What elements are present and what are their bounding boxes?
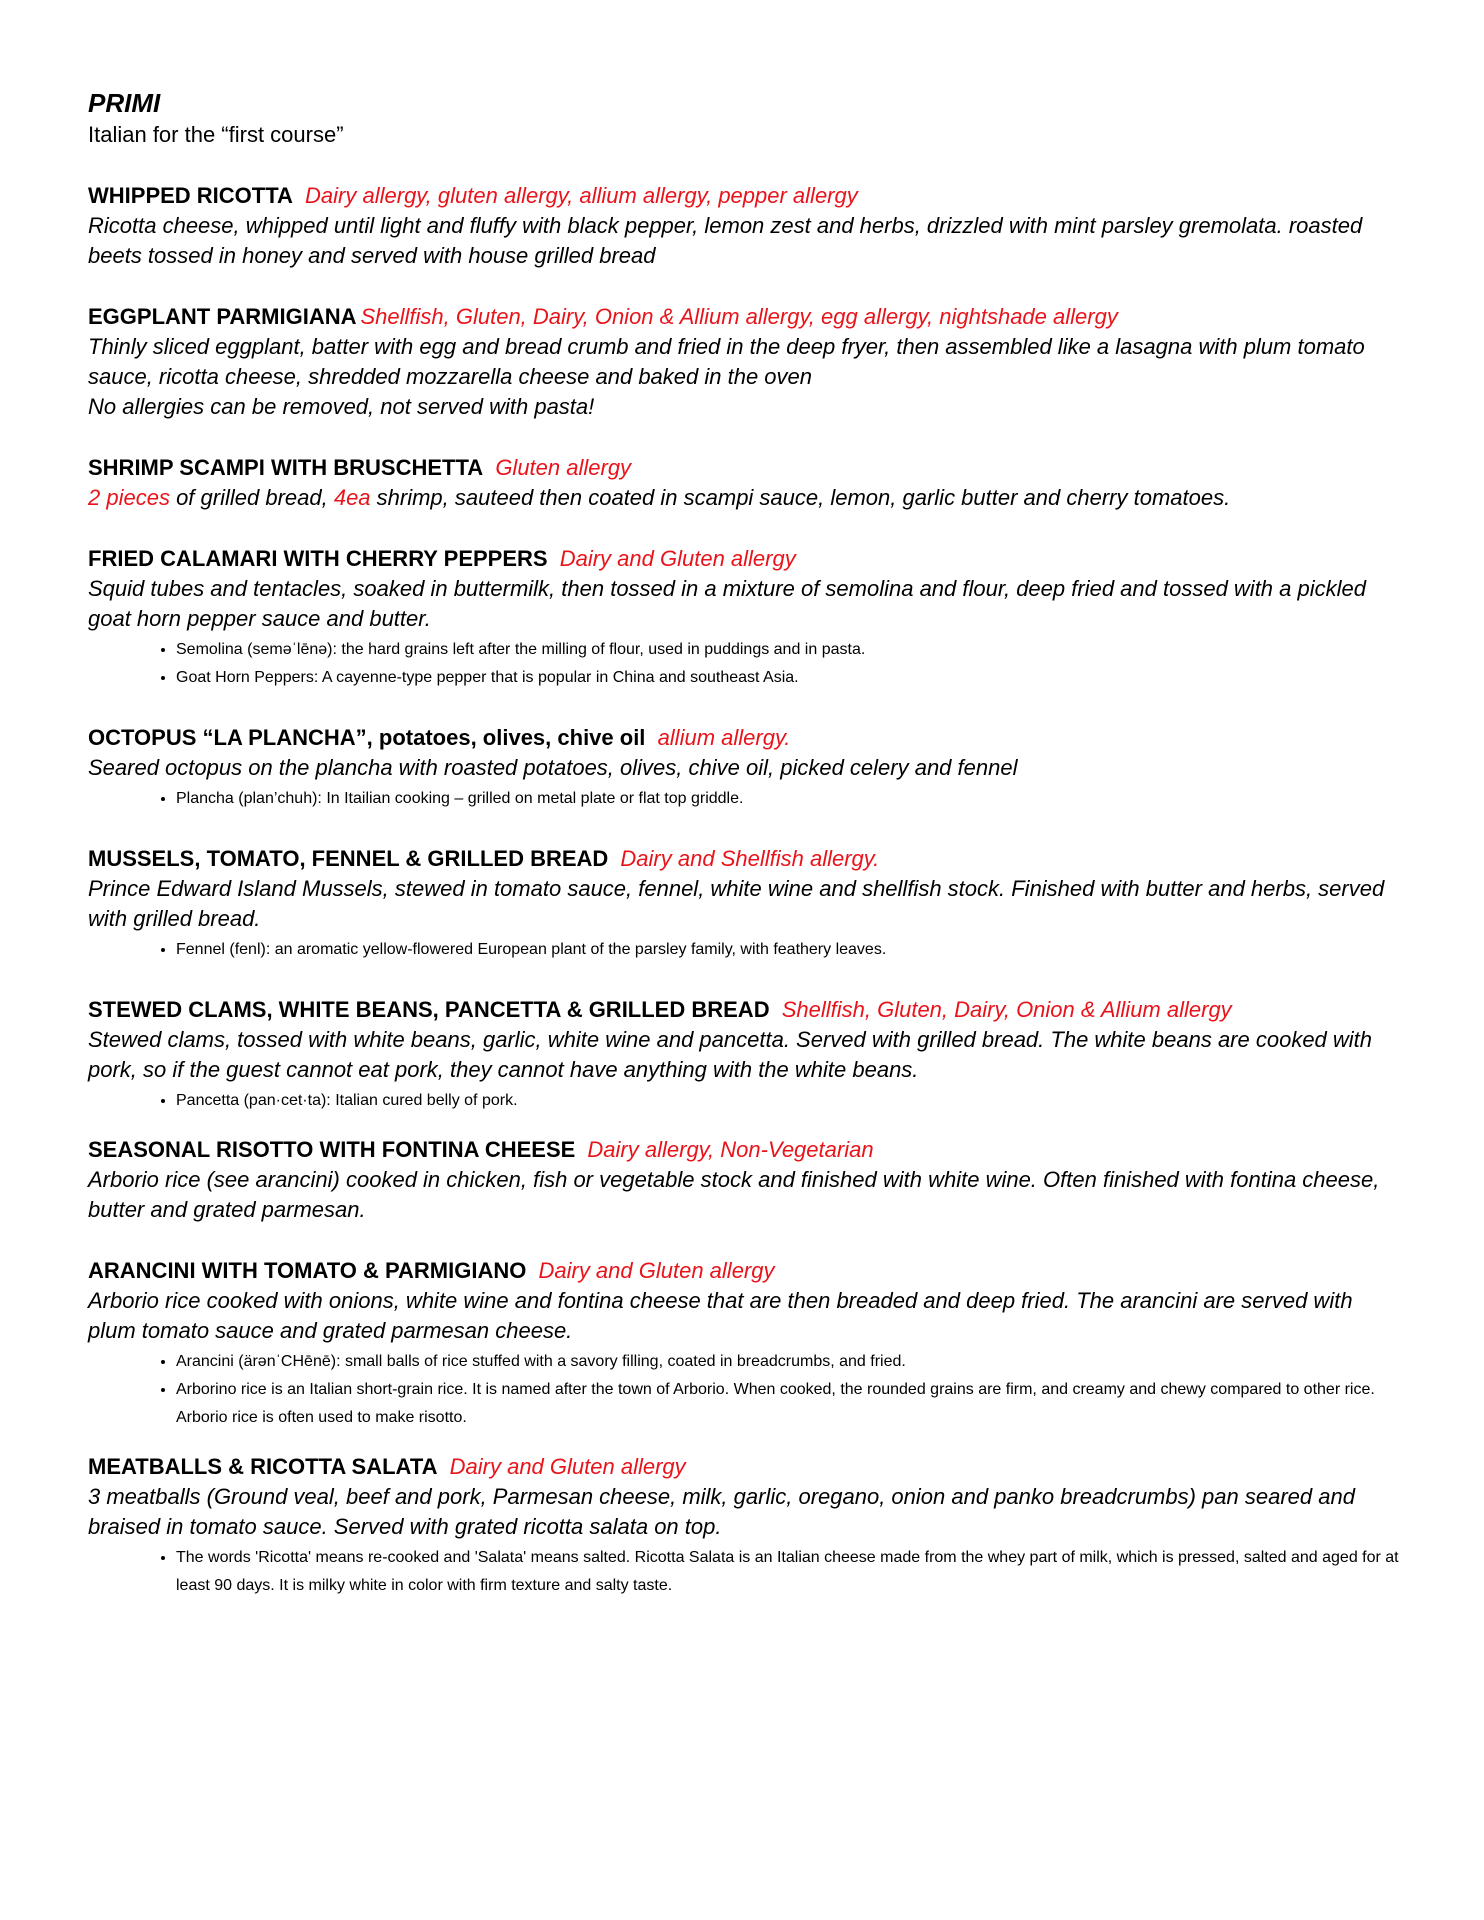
- menu-item-stewed-clams: [88, 995, 1404, 1115]
- item-name: FRIED CALAMARI WITH CHERRY PEPPERS: [88, 546, 548, 571]
- item-description: Thinly sliced eggplant, batter with egg and bread crumb and fried in the deep fryer, then assembled like a lasagna with plum tomato sauce, ricotta cheese, shredded mozzarella cheese and baked in the oven: [88, 334, 1365, 389]
- allergy-note: Dairy and Gluten allergy: [538, 1258, 775, 1283]
- notes-list: [88, 1348, 1404, 1432]
- description-part: shrimp, sauteed then coated in scampi sauce, lemon, garlic butter and cherry tomatoes.: [370, 485, 1231, 510]
- description-part: of grilled bread,: [169, 485, 334, 510]
- notes-list: [88, 636, 1404, 692]
- quantity-shrimp: 4ea: [333, 485, 371, 510]
- allergy-note: Dairy and Shellfish allergy.: [620, 846, 880, 871]
- item-name: EGGPLANT PARMIGIANA: [88, 304, 357, 329]
- note-item: • Goat Horn Peppers: A cayenne-type pepper that is popular in China and southeast Asia.: [176, 664, 1404, 692]
- notes-list: [88, 1087, 1404, 1115]
- item-description: Prince Edward Island Mussels, stewed in tomato sauce, fennel, white wine and shellfish stock. Finished with butter and herbs, served with grilled bread.: [88, 876, 1385, 931]
- item-description: Ricotta cheese, whipped until light and fluffy with black pepper, lemon zest and herbs, drizzled with mint parsley gremolata. roasted beets tossed in honey and served with house grilled bread: [88, 213, 1363, 268]
- item-header: [88, 544, 1404, 574]
- allergy-note: Dairy allergy, gluten allergy, allium allergy, pepper allergy: [305, 183, 858, 208]
- allergy-note: Gluten allergy: [495, 455, 632, 480]
- notes-list: [88, 936, 1404, 964]
- item-description-note: No allergies can be removed, not served with pasta!: [88, 394, 595, 419]
- notes-list: [88, 1544, 1404, 1600]
- item-name: WHIPPED RICOTTA: [88, 183, 293, 208]
- note-item: • Pancetta (pan·cet·ta): Italian cured belly of pork.: [176, 1087, 1404, 1115]
- item-description: Stewed clams, tossed with white beans, garlic, white wine and pancetta. Served with grilled bread. The white beans are cooked with pork, so if the guest cannot eat pork, they cannot have anything with the white beans.: [88, 1027, 1373, 1082]
- item-header: [88, 1256, 1404, 1286]
- menu-item-eggplant-parmigiana: [88, 302, 1404, 422]
- menu-item-meatballs: [88, 1452, 1404, 1600]
- note-item: • Arancini (ärənˈCHēnē): small balls of rice stuffed with a savory filling, coated in breadcrumbs, and fried.: [176, 1348, 1404, 1376]
- allergy-note: Dairy allergy, Non-Vegetarian: [587, 1137, 874, 1162]
- item-header: [88, 1452, 1404, 1482]
- allergy-note: Dairy and Gluten allergy: [449, 1454, 686, 1479]
- item-header: [88, 995, 1404, 1025]
- menu-item-shrimp-scampi: [88, 453, 1404, 513]
- menu-item-seasonal-risotto: [88, 1135, 1404, 1225]
- item-description: Arborio rice cooked with onions, white wine and fontina cheese that are then breaded and deep fried. The arancini are served with plum tomato sauce and grated parmesan cheese.: [88, 1288, 1353, 1343]
- allergy-note: allium allergy.: [657, 725, 791, 750]
- section-subtitle: Italian for the “first course”: [88, 122, 344, 147]
- menu-item-octopus: [88, 723, 1404, 813]
- item-name: ARANCINI WITH TOMATO & PARMIGIANO: [88, 1258, 527, 1283]
- note-item: • Fennel (fenl): an aromatic yellow-flowered European plant of the parsley family, with feathery leaves.: [176, 936, 1404, 964]
- note-item: • Plancha (plan’chuh): In Itailian cooking – grilled on metal plate or flat top griddle.: [176, 785, 1404, 813]
- allergy-note: Shellfish, Gluten, Dairy, Onion & Allium allergy: [781, 997, 1232, 1022]
- allergy-note: Shellfish, Gluten, Dairy, Onion & Allium allergy, egg allergy, nightshade allergy: [360, 304, 1118, 329]
- item-header: [88, 181, 1404, 211]
- item-name: STEWED CLAMS, WHITE BEANS, PANCETTA & GRILLED BREAD: [88, 997, 770, 1022]
- item-header: [88, 844, 1404, 874]
- notes-list: [88, 785, 1404, 813]
- item-name: SEASONAL RISOTTO WITH FONTINA CHEESE: [88, 1137, 576, 1162]
- item-description: 3 meatballs (Ground veal, beef and pork, Parmesan cheese, milk, garlic, oregano, onion and panko breadcrumbs) pan seared and braised in tomato sauce. Served with grated ricotta salata on top.: [88, 1484, 1355, 1539]
- note-item: • Arborino rice is an Italian short-grain rice. It is named after the town of Arborio. When cooked, the rounded grains are firm, and creamy and chewy compared to other rice. Arborio rice is often used to make risotto.: [176, 1376, 1404, 1432]
- item-description: Arborio rice (see arancini) cooked in chicken, fish or vegetable stock and finished with white wine. Often finished with fontina cheese, butter and grated parmesan.: [88, 1167, 1380, 1222]
- item-header: [88, 302, 1404, 332]
- item-name: MUSSELS, TOMATO, FENNEL & GRILLED BREAD: [88, 846, 609, 871]
- note-item: • The words 'Ricotta' means re-cooked and 'Salata' means salted. Ricotta Salata is an Italian cheese made from the whey part of milk, which is pressed, salted and aged for at least 90 days. It is milky white in color with firm texture and salty taste.: [176, 1544, 1404, 1600]
- menu-item-whipped-ricotta: [88, 181, 1404, 271]
- allergy-note: Dairy and Gluten allergy: [559, 546, 796, 571]
- menu-item-fried-calamari: [88, 544, 1404, 692]
- item-header: [88, 453, 1404, 483]
- item-description: [88, 483, 1404, 513]
- note-item: • Semolina (seməˈlēnə): the hard grains left after the milling of flour, used in puddings and in pasta.: [176, 636, 1404, 664]
- quantity-bread: 2 pieces: [88, 485, 170, 510]
- item-description: Squid tubes and tentacles, soaked in buttermilk, then tossed in a mixture of semolina and flour, deep fried and tossed with a pickled goat horn pepper sauce and butter.: [88, 576, 1366, 631]
- item-header: [88, 1135, 1404, 1165]
- menu-item-mussels: [88, 844, 1404, 964]
- item-header: [88, 723, 1404, 753]
- item-name: SHRIMP SCAMPI WITH BRUSCHETTA: [88, 455, 484, 480]
- item-description: Seared octopus on the plancha with roasted potatoes, olives, chive oil, picked celery and fennel: [88, 755, 1018, 780]
- item-name: OCTOPUS “LA PLANCHA”, potatoes, olives, chive oil: [88, 725, 646, 750]
- section-title: PRIMI: [88, 88, 161, 118]
- menu-item-arancini: [88, 1256, 1404, 1432]
- item-name: MEATBALLS & RICOTTA SALATA: [88, 1454, 438, 1479]
